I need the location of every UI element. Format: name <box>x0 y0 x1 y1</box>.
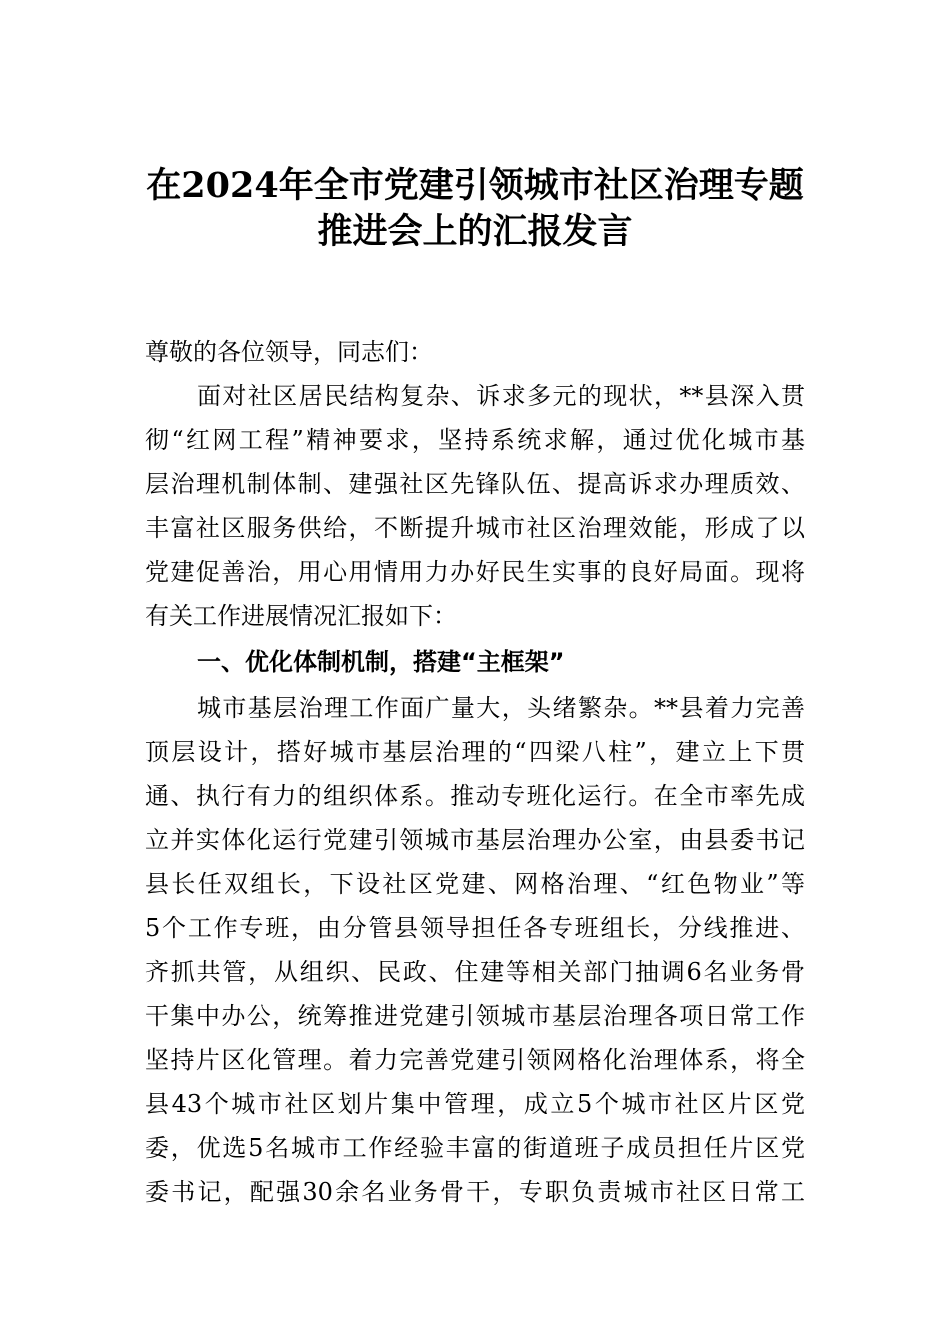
salutation: 尊敬的各位领导，同志们： <box>145 338 433 366</box>
paragraph-line: 委，优选5名城市工作经验丰富的街道班子成员担任片区党 <box>145 1134 805 1162</box>
paragraph-line: 党建促善治，用心用情用力办好民生实事的良好局面。现将 <box>145 558 805 586</box>
paragraph-line: 面对社区居民结构复杂、诉求多元的现状，**县深入贯 <box>197 382 805 410</box>
paragraph-line: 层治理机制体制、建强社区先锋队伍、提高诉求办理质效、 <box>145 470 805 498</box>
paragraph-line: 干集中办公，统筹推进党建引领城市基层治理各项日常工作 <box>145 1002 805 1030</box>
paragraph-line: 有关工作进展情况汇报如下： <box>145 602 457 630</box>
paragraph-line: 齐抓共管，从组织、民政、住建等相关部门抽调6名业务骨 <box>145 958 805 986</box>
section-heading: 一、优化体制机制，搭建“主框架” <box>197 648 565 676</box>
paragraph-line: 县43个城市社区划片集中管理，成立5个城市社区片区党 <box>145 1090 805 1118</box>
paragraph-line: 5个工作专班，由分管县领导担任各专班组长，分线推进、 <box>145 914 805 942</box>
paragraph-line: 坚持片区化管理。着力完善党建引领网格化治理体系，将全 <box>145 1046 805 1074</box>
paragraph-line: 立并实体化运行党建引领城市基层治理办公室，由县委书记 <box>145 826 805 854</box>
paragraph-line: 彻“红网工程”精神要求，坚持系统求解，通过优化城市基 <box>145 426 805 454</box>
paragraph-line: 通、执行有力的组织体系。推动专班化运行。在全市率先成 <box>145 782 805 810</box>
paragraph-line: 委书记，配强30余名业务骨干，专职负责城市社区日常工 <box>145 1178 805 1206</box>
paragraph-line: 丰富社区服务供给，不断提升城市社区治理效能，形成了以 <box>145 514 805 542</box>
document-title-line-1: 在2024年全市党建引领城市社区治理专题 <box>146 165 804 206</box>
paragraph-line: 顶层设计，搭好城市基层治理的“四梁八柱”，建立上下贯 <box>145 738 805 766</box>
paragraph-line: 县长任双组长，下设社区党建、网格治理、“红色物业”等 <box>145 870 805 898</box>
paragraph-line: 城市基层治理工作面广量大，头绪繁杂。**县着力完善 <box>197 694 805 722</box>
document-title-line-2: 推进会上的汇报发言 <box>317 211 633 252</box>
